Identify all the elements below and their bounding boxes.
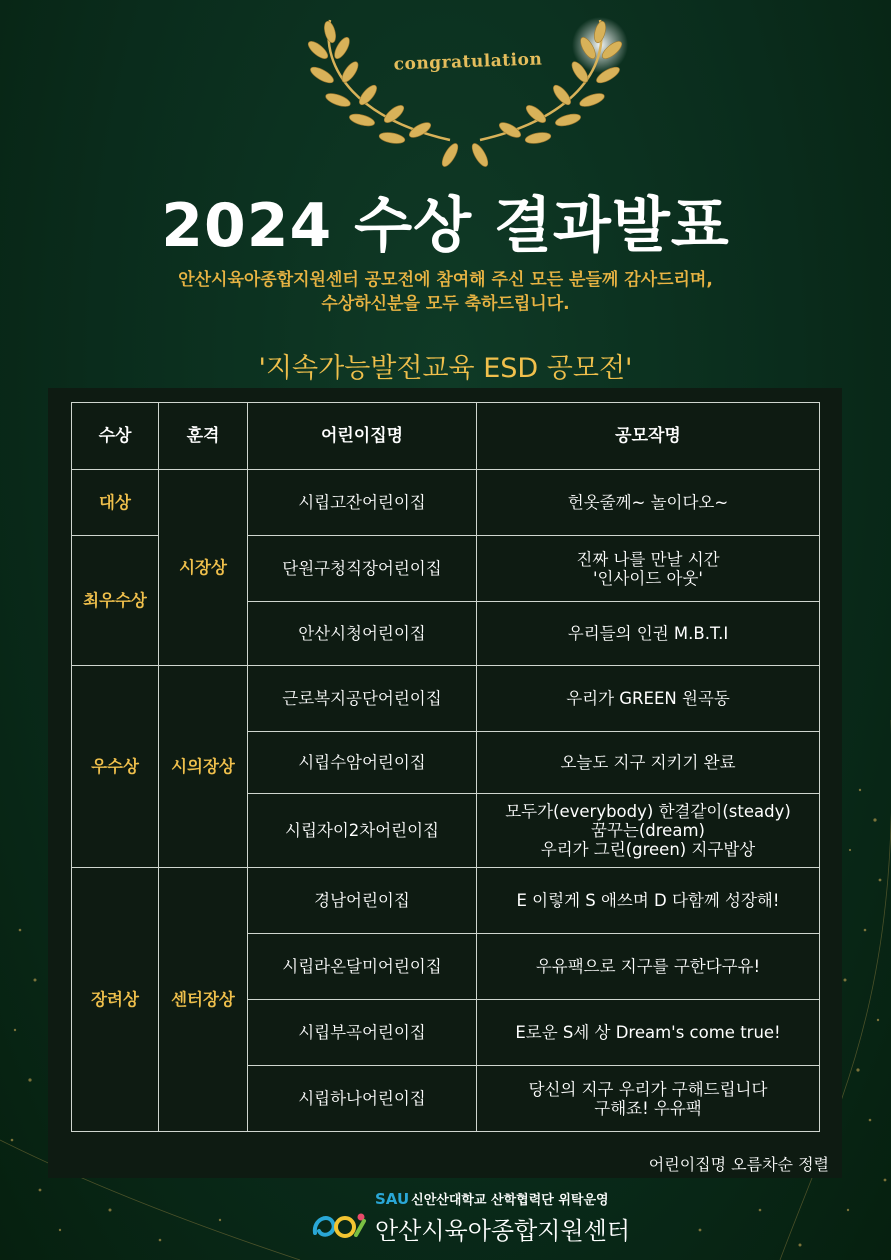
title-line: 헌옷줄께~ 놀이다오~ — [567, 493, 729, 512]
operator-text: 신안산대학교 산학협력단 위탁운영 — [411, 1193, 609, 1208]
title-line: E 이렇게 S 애쓰며 D 다함께 성장해! — [516, 891, 780, 910]
title-line: 모두가(everybody) 한결같이(steady) — [505, 802, 791, 821]
center-cell: 시립부곡어린이집 — [248, 1000, 477, 1066]
title-cell — [477, 1066, 820, 1132]
center-cell: 시립라온달미어린이집 — [248, 934, 477, 1000]
table-row — [72, 666, 820, 732]
page-title: 2024 수상 결과발표 — [161, 191, 730, 261]
center-cell: 안산시청어린이집 — [248, 602, 477, 666]
award-cell: 최우수상 — [72, 536, 159, 666]
title-cell — [477, 1000, 820, 1066]
title-line: 오늘도 지구 지키기 완료 — [560, 753, 736, 772]
award-cell: 대상 — [72, 470, 159, 536]
title-line: 우리들의 인권 M.B.T.I — [567, 624, 729, 643]
header-center: 어린이집명 — [248, 403, 477, 470]
title-cell — [477, 934, 820, 1000]
rank-cell: 센터장상 — [159, 868, 248, 1132]
subtitle-line-1: 안산시육아종합지원센터 공모전에 참여해 주신 모든 분들께 감사드리며, — [178, 270, 713, 290]
title-cell — [477, 666, 820, 732]
title-line: '인사이드 아웃' — [593, 568, 703, 588]
center-logo-icon — [309, 1207, 371, 1243]
title-cell — [477, 794, 820, 868]
rank-cell: 시의장상 — [159, 666, 248, 868]
title-cell — [477, 470, 820, 536]
header-award: 수상 — [72, 403, 159, 470]
header-rank: 훈격 — [159, 403, 248, 470]
award-cell: 장려상 — [72, 868, 159, 1132]
sort-note: 어린이집명 오름차순 정렬 — [648, 1155, 829, 1174]
title-line: 꿈꾸는(dream) — [591, 821, 705, 840]
title-cell — [477, 536, 820, 602]
title-line: 진짜 나를 만날 시간 — [576, 549, 720, 569]
table-header-row — [72, 403, 820, 470]
contest-title: '지속가능발전교육 ESD 공모전' — [258, 353, 633, 384]
center-cell: 단원구청직장어린이집 — [248, 536, 477, 602]
table-row — [72, 868, 820, 934]
results-table — [71, 402, 820, 1132]
sau-logo-text: SAU — [375, 1190, 410, 1208]
title-line: 우유팩으로 지구를 구한다구유! — [535, 957, 761, 976]
title-cell — [477, 868, 820, 934]
center-cell: 시립하나어린이집 — [248, 1066, 477, 1132]
operator-line — [375, 1189, 609, 1208]
subtitle — [0, 268, 891, 316]
center-cell: 경남어린이집 — [248, 868, 477, 934]
title-cell — [477, 732, 820, 794]
header-title: 공모작명 — [477, 403, 820, 470]
subtitle-line-2: 수상하신분을 모두 축하드립니다. — [321, 294, 570, 314]
title-line: 구해죠! 우유팩 — [594, 1098, 702, 1118]
center-cell: 근로복지공단어린이집 — [248, 666, 477, 732]
rank-cell: 시장상 — [159, 470, 248, 666]
center-name: 안산시육아종합지원센터 — [375, 1217, 631, 1245]
title-cell — [477, 602, 820, 666]
table-row — [72, 470, 820, 536]
center-cell: 시립수암어린이집 — [248, 732, 477, 794]
award-cell: 우수상 — [72, 666, 159, 868]
title-line: 당신의 지구 우리가 구해드립니다 — [528, 1079, 768, 1099]
laurel-wreath-icon — [290, 10, 640, 180]
congratulation-badge: congratulation — [393, 49, 543, 75]
center-cell: 시립자이2차어린이집 — [248, 794, 477, 868]
title-line: 우리가 그린(green) 지구밥상 — [540, 840, 756, 859]
center-cell: 시립고잔어린이집 — [248, 470, 477, 536]
footer — [305, 1185, 635, 1245]
title-line: E로운 S세 상 Dream's come true! — [515, 1023, 781, 1042]
title-line: 우리가 GREEN 원곡동 — [566, 689, 730, 708]
